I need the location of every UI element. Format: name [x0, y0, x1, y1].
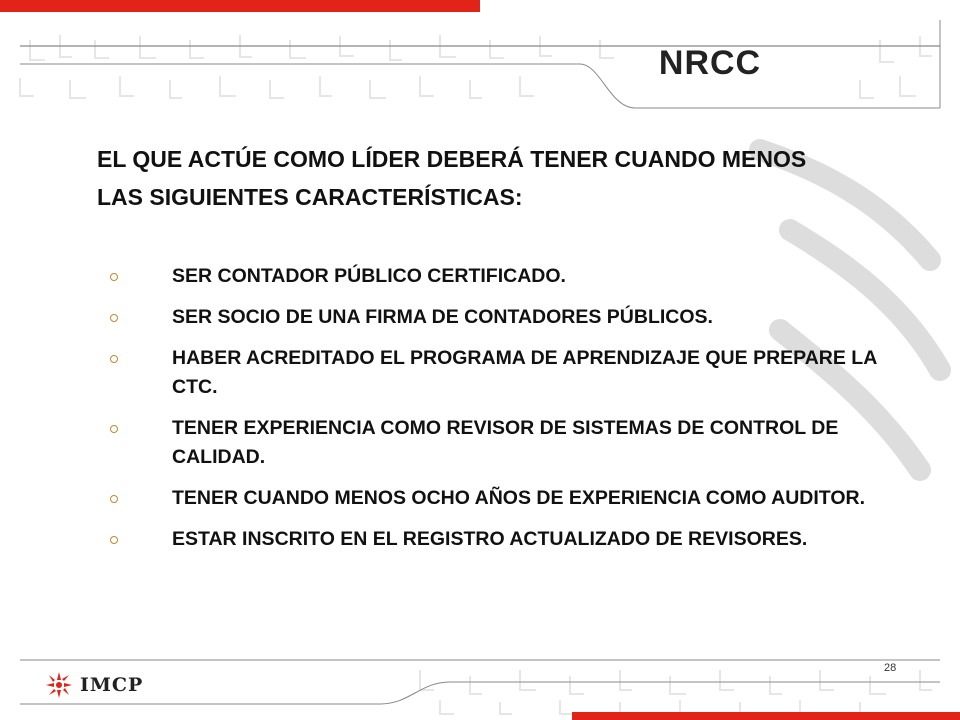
bullet-circle-icon — [110, 495, 118, 503]
imcp-logo-icon — [44, 670, 74, 700]
bullet-circle-icon — [110, 314, 118, 322]
bullet-item — [108, 262, 908, 291]
bullet-circle-icon — [110, 273, 118, 281]
logo-text: IMCP — [80, 674, 144, 696]
bullet-text: TENER EXPERIENCIA COMO REVISOR DE SISTEMAS DE CONTROL DE CALIDAD. — [172, 417, 839, 468]
bullet-text: SER SOCIO DE UNA FIRMA DE CONTADORES PÚBLICOS. — [172, 306, 713, 328]
bullet-circle-icon — [110, 355, 118, 363]
bullet-item — [108, 414, 908, 472]
page-number: 28 — [884, 662, 897, 674]
bullet-text: SER CONTADOR PÚBLICO CERTIFICADO. — [172, 265, 566, 287]
slide-heading: EL QUE ACTÚE COMO LÍDER DEBERÁ TENER CUANDO MENOS LAS SIGUIENTES CARACTERÍSTICAS: — [97, 146, 807, 210]
bullet-text: TENER CUANDO MENOS OCHO AÑOS DE EXPERIENCIA COMO AUDITOR. — [172, 487, 866, 509]
slide-title: NRCC — [658, 44, 762, 82]
imcp-logo — [44, 670, 143, 700]
bullet-text: ESTAR INSCRITO EN EL REGISTRO ACTUALIZADO DE REVISORES. — [172, 528, 808, 550]
bullet-item — [108, 344, 908, 402]
bullet-text: HABER ACREDITADO EL PROGRAMA DE APRENDIZAJE QUE PREPARE LA CTC. — [172, 347, 877, 398]
bullet-item — [108, 303, 908, 332]
bullet-list — [108, 262, 908, 566]
bullet-item — [108, 484, 908, 513]
top-accent-bar — [0, 0, 480, 12]
bottom-accent-bar — [572, 712, 960, 720]
bullet-circle-icon — [110, 536, 118, 544]
bullet-item — [108, 525, 908, 554]
bullet-circle-icon — [110, 425, 118, 433]
